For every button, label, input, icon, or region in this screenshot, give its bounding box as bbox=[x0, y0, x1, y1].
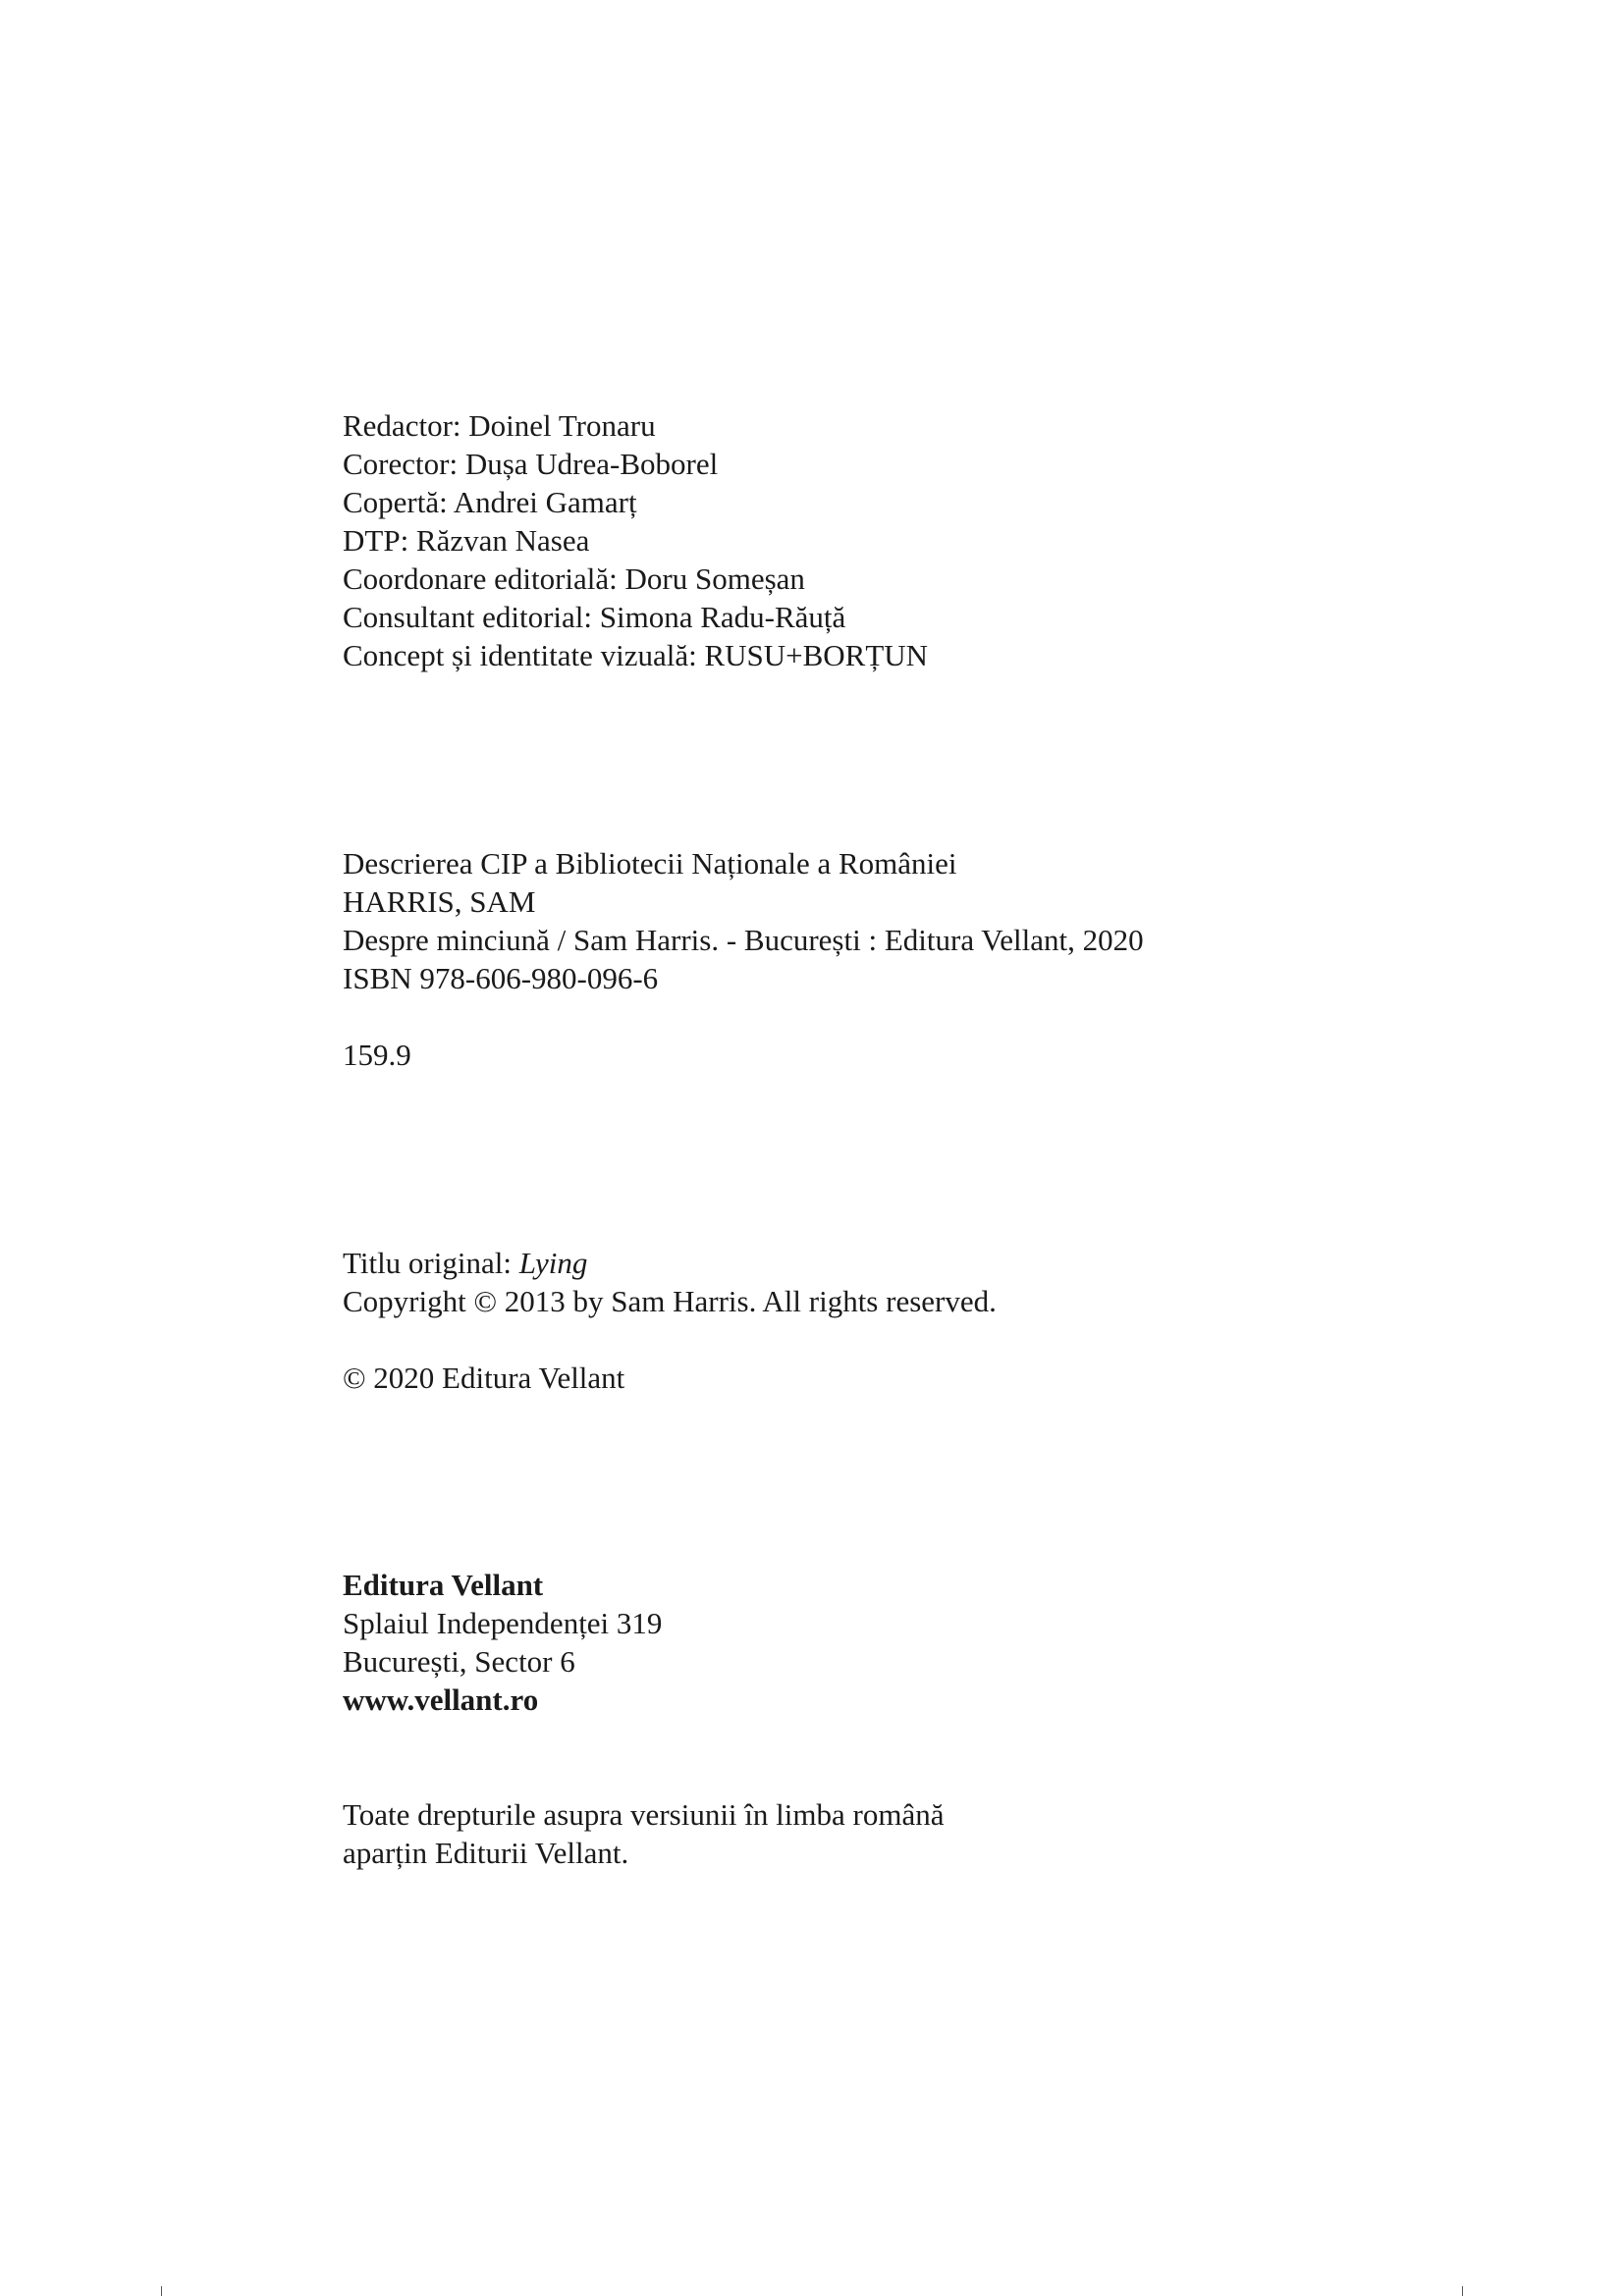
cip-author: HARRIS, SAM bbox=[343, 884, 536, 919]
editorial-credits bbox=[343, 406, 928, 674]
original-title-line bbox=[343, 1244, 997, 1282]
rights-info bbox=[343, 1244, 997, 1397]
original-title: Lying bbox=[518, 1246, 588, 1280]
publisher-website: www.vellant.ro bbox=[343, 1682, 539, 1717]
publisher-address bbox=[343, 1566, 662, 1719]
credit-proofreader: Corector: Dușa Udrea-Boborel bbox=[343, 447, 719, 481]
cip-description bbox=[343, 844, 1144, 1074]
publisher-city: București, Sector 6 bbox=[343, 1644, 575, 1679]
rights-statement-line-2: aparțin Editurii Vellant. bbox=[343, 1836, 629, 1870]
rights-statement-line-1: Toate drepturile asupra versiunii în limba română bbox=[343, 1797, 945, 1832]
publisher-name: Editura Vellant bbox=[343, 1568, 544, 1602]
crop-mark-right bbox=[1462, 2286, 1463, 2296]
credit-concept: Concept și identitate vizuală: RUSU+BORȚUN bbox=[343, 638, 929, 672]
credit-coordination: Coordonare editorială: Doru Someșan bbox=[343, 561, 805, 596]
cip-entry: Despre minciună / Sam Harris. - București : Editura Vellant, 2020 bbox=[343, 923, 1144, 957]
publisher-street: Splaiul Independenței 319 bbox=[343, 1606, 663, 1640]
cip-heading: Descrierea CIP a Bibliotecii Naționale a României bbox=[343, 846, 957, 881]
credit-editor: Redactor: Doinel Tronaru bbox=[343, 408, 656, 443]
crop-mark-left bbox=[161, 2286, 162, 2296]
credit-cover: Copertă: Andrei Gamarț bbox=[343, 485, 637, 519]
rights-statement bbox=[343, 1795, 944, 1872]
cip-isbn: ISBN 978-606-980-096-6 bbox=[343, 961, 659, 995]
copyright-original: Copyright © 2013 by Sam Harris. All rights reserved. bbox=[343, 1284, 997, 1318]
cip-classification: 159.9 bbox=[343, 1038, 411, 1072]
original-title-label: Titlu original: bbox=[343, 1246, 519, 1280]
copyright-edition: © 2020 Editura Vellant bbox=[343, 1361, 625, 1395]
credit-dtp: DTP: Răzvan Nasea bbox=[343, 523, 590, 558]
credit-consultant: Consultant editorial: Simona Radu-Răuță bbox=[343, 600, 846, 634]
